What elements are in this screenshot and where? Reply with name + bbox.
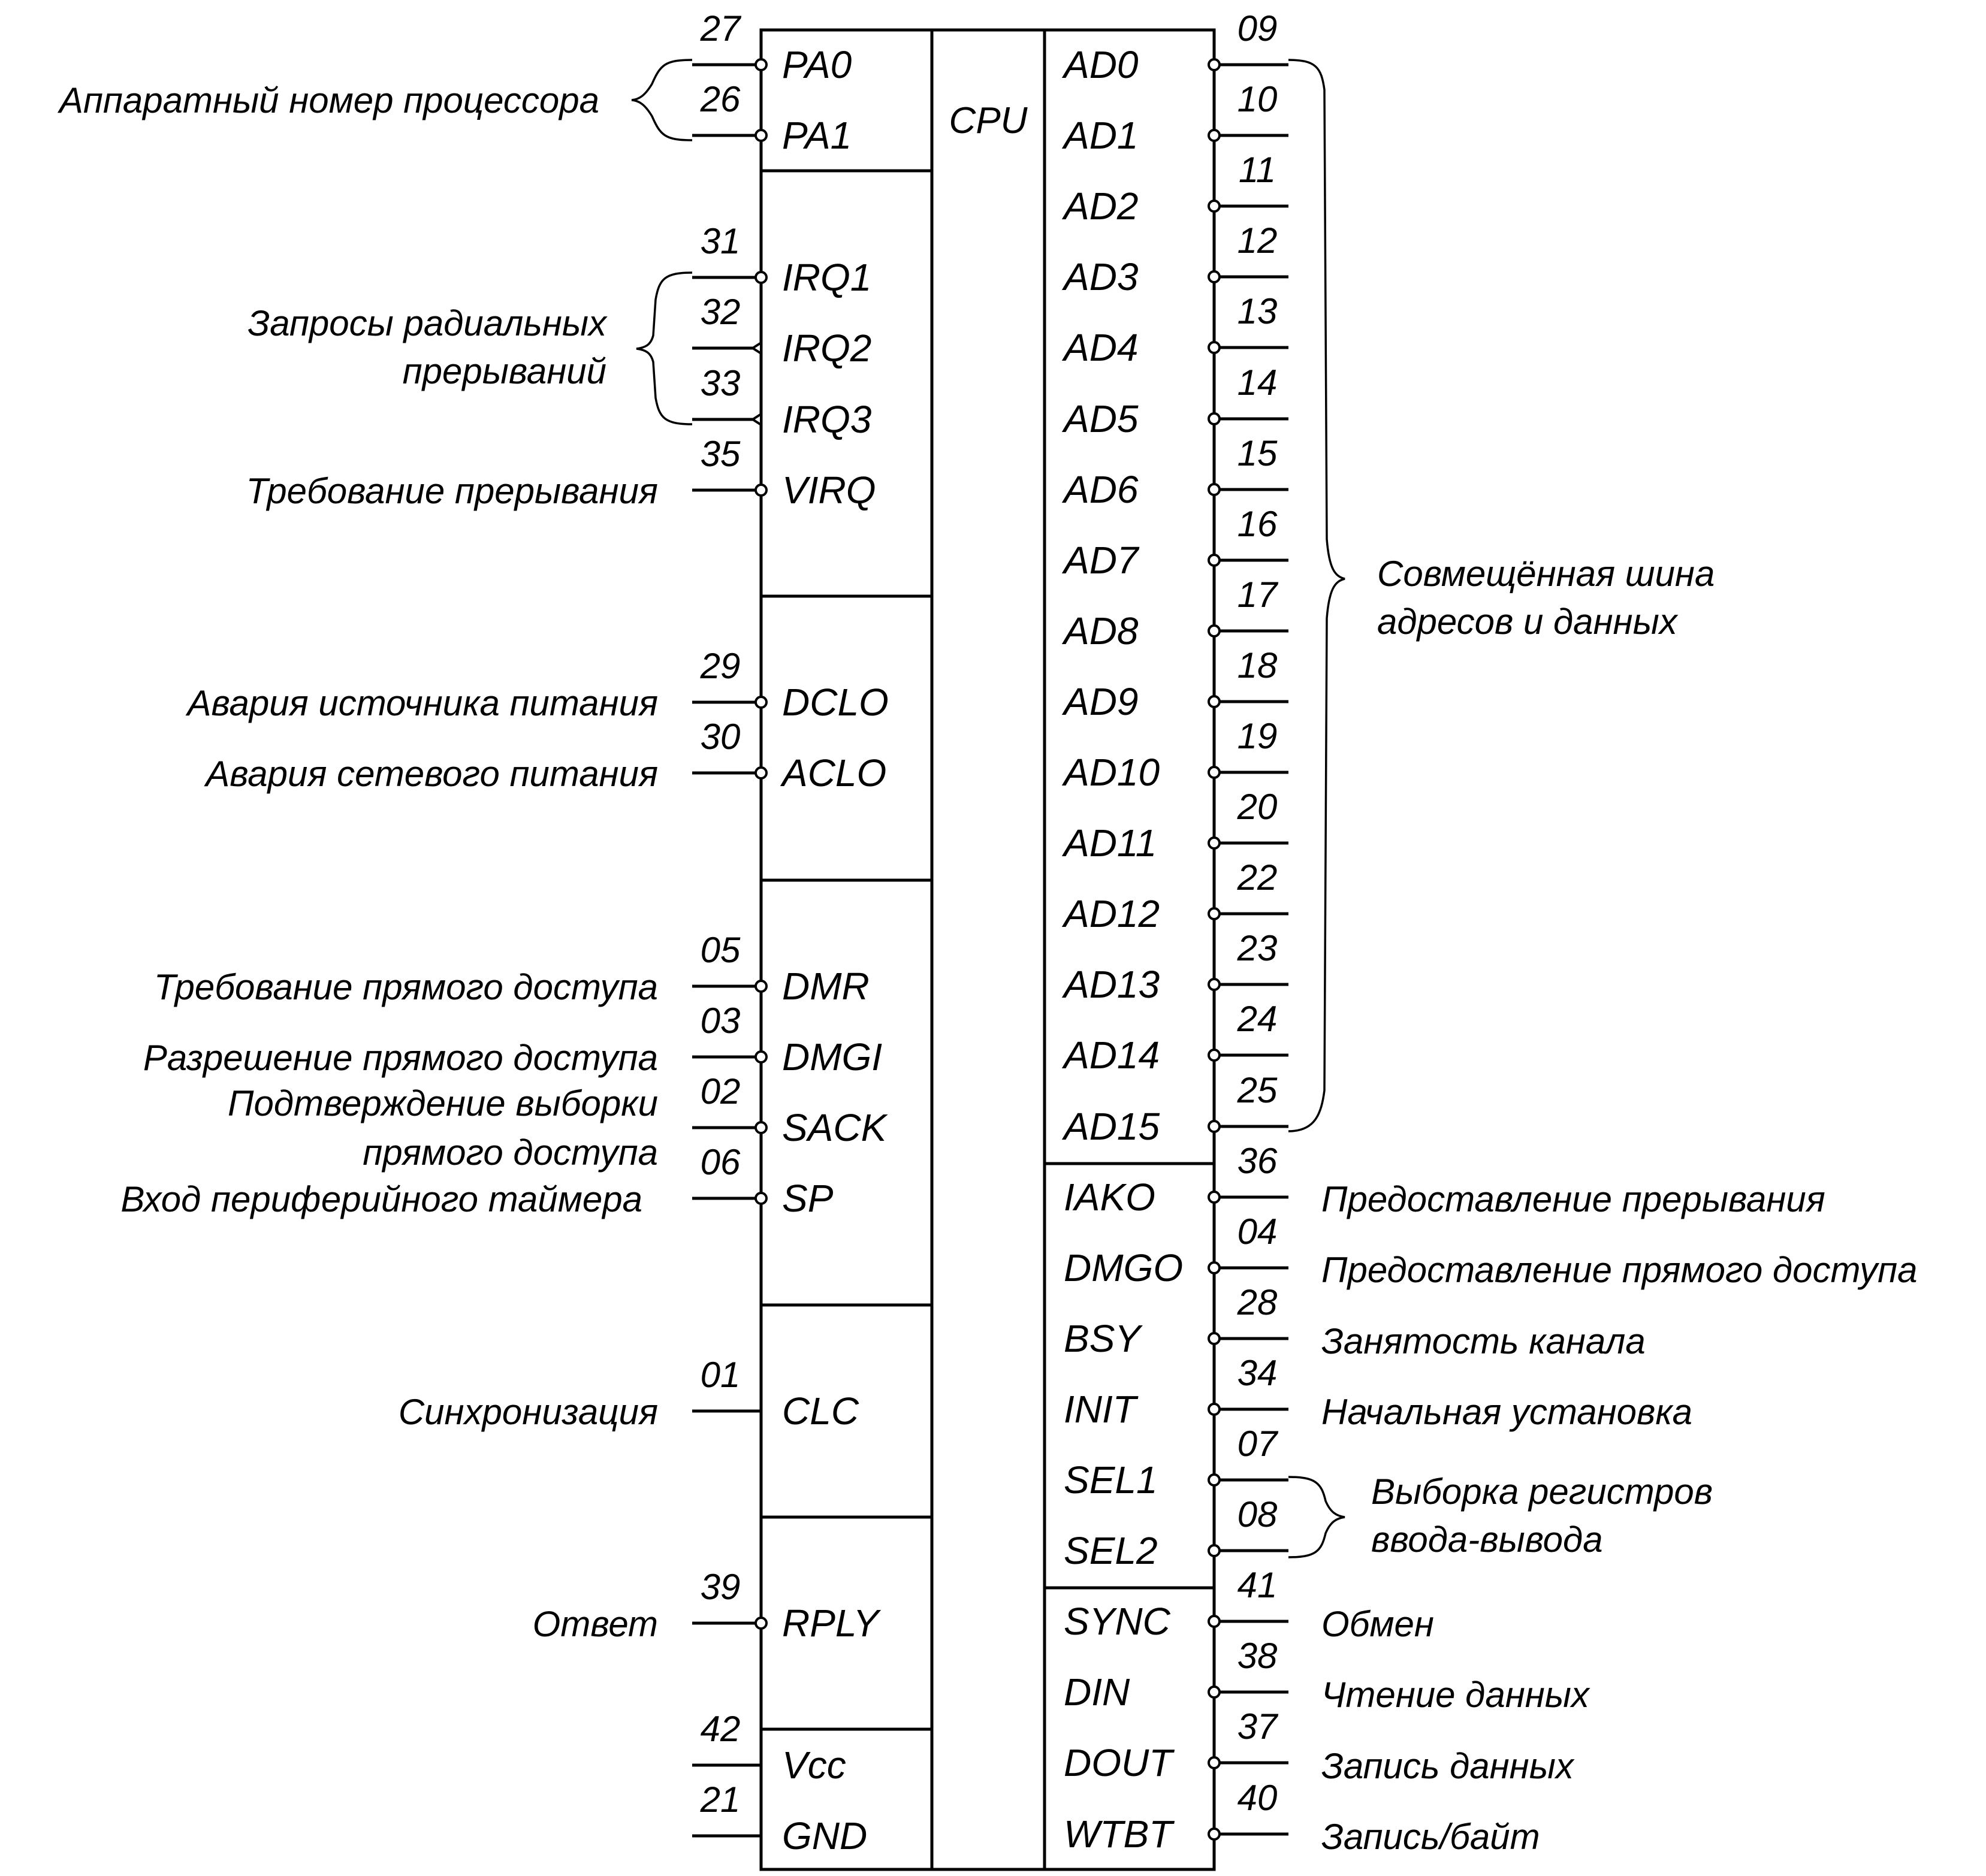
pin-iako xyxy=(1064,1141,1288,1219)
signal-name: AD2 xyxy=(1064,185,1139,228)
inversion-bubble xyxy=(1209,1333,1220,1344)
pin-init xyxy=(1064,1353,1288,1431)
pin-number: 35 xyxy=(700,434,741,474)
signal-name: DMGO xyxy=(1064,1246,1184,1289)
signal-name: IRQ1 xyxy=(782,256,872,299)
pin-number: 10 xyxy=(1237,79,1278,119)
right-pin-group xyxy=(1061,8,1288,1856)
inversion-bubble xyxy=(756,485,766,496)
signal-name: RPLY xyxy=(782,1602,879,1645)
inversion-bubble xyxy=(1209,413,1220,424)
signal-name: AD7 xyxy=(1064,539,1139,582)
pin-number: 34 xyxy=(1237,1353,1278,1393)
signal-name: AD4 xyxy=(1064,326,1139,369)
pin-number: 32 xyxy=(700,292,741,332)
desc-data-out: Запись данных xyxy=(1321,1746,1574,1786)
pin-vcc xyxy=(692,1709,846,1787)
pin-bsy xyxy=(1064,1282,1288,1360)
pin-number: 36 xyxy=(1237,1141,1278,1181)
pin-number: 38 xyxy=(1237,1636,1278,1676)
pin-number: 18 xyxy=(1237,645,1278,685)
signal-name: AD15 xyxy=(1064,1105,1160,1148)
inversion-bubble xyxy=(1209,484,1220,495)
pin-number: 16 xyxy=(1237,504,1278,544)
pin-number: 05 xyxy=(700,930,741,970)
pin-ad10 xyxy=(1061,716,1288,794)
desc-dma-request: Требование прямого доступа xyxy=(153,967,658,1007)
chip-title: CPU xyxy=(949,100,1028,141)
pin-irq3 xyxy=(692,363,872,441)
signal-name: IAKO xyxy=(1064,1176,1155,1219)
signal-name: AD9 xyxy=(1064,680,1139,723)
inversion-bubble xyxy=(756,130,766,141)
pin-dout xyxy=(1064,1706,1288,1784)
inversion-bubble xyxy=(1209,1121,1220,1132)
signal-name: SACK xyxy=(782,1106,887,1149)
pin-number: 25 xyxy=(1237,1070,1278,1110)
desc-mains-power-failure: Авария сетевого питания xyxy=(206,754,658,794)
desc-reply: Ответ xyxy=(532,1604,658,1644)
pin-number: 02 xyxy=(700,1071,741,1111)
pin-dmr xyxy=(692,930,870,1008)
left-pin-group xyxy=(692,8,889,1857)
signal-name: ACLO xyxy=(782,751,887,794)
pin-number: 41 xyxy=(1237,1565,1278,1605)
desc-radial-interrupts-line1: Запросы радиальных xyxy=(248,303,606,343)
pin-sel1 xyxy=(1064,1424,1288,1502)
pin-dmgi xyxy=(692,1001,882,1079)
desc-initialization: Начальная установка xyxy=(1321,1392,1693,1432)
signal-name: AD13 xyxy=(1064,963,1160,1006)
desc-dma-acknowledge: Предоставление прямого доступа xyxy=(1321,1250,1918,1290)
desc-data-in: Чтение данных xyxy=(1321,1675,1589,1715)
pin-ad3 xyxy=(1061,220,1288,298)
inversion-bubble xyxy=(1209,767,1220,778)
pin-number: 08 xyxy=(1237,1494,1278,1534)
pin-ad2 xyxy=(1061,150,1288,228)
pin-din xyxy=(1064,1636,1288,1714)
signal-name: AD14 xyxy=(1064,1034,1160,1077)
signal-name: AD6 xyxy=(1064,468,1139,511)
signal-name: DOUT xyxy=(1064,1741,1173,1784)
inversion-bubble xyxy=(1209,59,1220,70)
pin-number: 09 xyxy=(1237,8,1278,49)
pin-number: 28 xyxy=(1237,1282,1278,1322)
signal-name: WTBT xyxy=(1064,1812,1173,1856)
signal-name: AD0 xyxy=(1064,43,1139,86)
pin-virq xyxy=(692,434,876,512)
signal-name: PA1 xyxy=(782,114,852,157)
pin-number: 42 xyxy=(700,1709,741,1749)
signal-name: INIT xyxy=(1064,1388,1136,1431)
inversion-bubble xyxy=(1209,626,1220,636)
inversion-bubble xyxy=(1209,1404,1220,1415)
pin-irq1 xyxy=(692,221,871,299)
pin-ad12 xyxy=(1061,857,1288,935)
brace xyxy=(632,60,692,140)
inversion-bubble xyxy=(756,272,766,283)
pin-number: 11 xyxy=(1238,150,1276,190)
inversion-bubble xyxy=(756,697,766,708)
pin-number: 33 xyxy=(700,363,741,403)
signal-name: AD1 xyxy=(1064,114,1139,157)
pin-number: 39 xyxy=(700,1567,741,1607)
pin-ad5 xyxy=(1061,362,1288,440)
inversion-bubble xyxy=(1209,1192,1220,1203)
pin-number: 14 xyxy=(1237,362,1278,403)
edge-trigger-triangle xyxy=(753,343,761,354)
inversion-bubble xyxy=(1209,1262,1220,1273)
desc-write-byte: Запись/байт xyxy=(1321,1817,1540,1857)
pin-ad6 xyxy=(1061,433,1288,511)
pin-number: 23 xyxy=(1237,928,1278,968)
pin-dclo xyxy=(692,646,889,724)
pin-number: 21 xyxy=(700,1780,741,1820)
pin-sp xyxy=(692,1142,834,1220)
signal-name: VIRQ xyxy=(782,469,876,512)
desc-clock: Синхронизация xyxy=(398,1392,658,1432)
pin-number: 37 xyxy=(1237,1706,1278,1747)
signal-name: AD12 xyxy=(1064,892,1160,935)
pin-number: 30 xyxy=(700,717,741,757)
pin-ad13 xyxy=(1061,928,1288,1006)
inversion-bubble xyxy=(1209,1687,1220,1697)
signal-name: PA0 xyxy=(782,43,852,86)
pin-ad9 xyxy=(1061,645,1288,723)
pin-pa0 xyxy=(692,8,852,86)
pin-number: 27 xyxy=(700,8,741,49)
pin-wtbt xyxy=(1064,1778,1288,1856)
pin-number: 13 xyxy=(1237,291,1278,331)
pin-number: 20 xyxy=(1237,787,1278,827)
pin-number: 40 xyxy=(1237,1778,1278,1818)
pin-gnd xyxy=(692,1780,867,1857)
pin-number: 15 xyxy=(1237,433,1278,473)
signal-name: DCLO xyxy=(782,681,889,724)
pin-ad11 xyxy=(1061,787,1288,865)
desc-select-ack-line1: Подтверждение выборки xyxy=(228,1083,658,1123)
pin-number: 12 xyxy=(1237,220,1278,261)
pin-number: 26 xyxy=(700,79,741,119)
inversion-bubble xyxy=(756,1193,766,1204)
pin-ad4 xyxy=(1061,291,1288,369)
inversion-bubble xyxy=(756,1122,766,1133)
inversion-bubble xyxy=(1209,838,1220,848)
signal-name: IRQ2 xyxy=(782,327,872,370)
pin-clc xyxy=(692,1355,859,1433)
pin-number: 07 xyxy=(1237,1424,1278,1464)
pin-ad15 xyxy=(1061,1070,1288,1148)
inversion-bubble xyxy=(1209,908,1220,919)
brace xyxy=(636,273,692,424)
desc-bus-busy: Занятость канала xyxy=(1321,1321,1646,1361)
desc-interrupt-request: Требование прерывания xyxy=(246,471,658,511)
pin-ad0 xyxy=(1061,8,1288,86)
signal-name: SEL2 xyxy=(1064,1529,1158,1572)
pin-number: 17 xyxy=(1237,575,1278,615)
pin-ad1 xyxy=(1061,79,1288,157)
pin-number: 19 xyxy=(1237,716,1278,756)
pin-number: 29 xyxy=(700,646,741,686)
desc-address-data-bus-line2: адресов и данных xyxy=(1377,602,1677,642)
signal-name: CLC xyxy=(782,1389,859,1433)
inversion-bubble xyxy=(1209,201,1220,212)
desc-peripheral-timer: Вход периферийного таймера xyxy=(120,1179,642,1219)
inversion-bubble xyxy=(1209,1050,1220,1061)
inversion-bubble xyxy=(756,1618,766,1629)
desc-io-register-select-line1: Выборка регистров xyxy=(1371,1472,1713,1512)
pin-number: 03 xyxy=(700,1001,741,1041)
inversion-bubble xyxy=(1209,555,1220,566)
desc-select-ack-line2: прямого доступа xyxy=(363,1132,658,1173)
desc-io-register-select-line2: ввода-вывода xyxy=(1371,1519,1603,1560)
signal-name: BSY xyxy=(1064,1317,1141,1360)
inversion-bubble xyxy=(1209,342,1220,353)
signal-name: GND xyxy=(782,1814,868,1857)
brace xyxy=(1288,60,1345,1131)
inversion-bubble xyxy=(756,1052,766,1062)
pin-ad14 xyxy=(1061,999,1288,1077)
desc-dma-grant: Разрешение прямого доступа xyxy=(143,1038,658,1078)
pin-number: 04 xyxy=(1237,1212,1278,1252)
signal-name: SP xyxy=(782,1177,834,1220)
brace xyxy=(1288,1477,1345,1557)
pin-aclo xyxy=(692,717,886,794)
pin-rply xyxy=(692,1567,882,1645)
inversion-bubble xyxy=(1209,1475,1220,1485)
signal-name: AD10 xyxy=(1064,751,1160,794)
pin-pa1 xyxy=(692,79,852,157)
signal-name: AD5 xyxy=(1064,397,1139,440)
desc-interrupt-acknowledge: Предоставление прерывания xyxy=(1321,1179,1825,1219)
signal-name: DMGI xyxy=(782,1035,883,1079)
pin-irq2 xyxy=(692,292,871,370)
desc-hardware-cpu-number: Аппаратный номер процессора xyxy=(59,80,599,120)
inversion-bubble xyxy=(756,981,766,992)
pin-number: 01 xyxy=(700,1355,741,1395)
pin-sel2 xyxy=(1064,1494,1288,1572)
pin-sync xyxy=(1064,1565,1288,1643)
inversion-bubble xyxy=(1209,1757,1220,1768)
pin-number: 06 xyxy=(700,1142,741,1182)
inversion-bubble xyxy=(756,59,766,70)
left-descriptions xyxy=(58,60,692,1644)
signal-name: AD8 xyxy=(1064,609,1139,652)
signal-name: DMR xyxy=(782,965,870,1008)
inversion-bubble xyxy=(1209,271,1220,282)
inversion-bubble xyxy=(1209,1545,1220,1556)
chip-body xyxy=(761,30,1214,1869)
desc-sync-exchange: Обмен xyxy=(1321,1604,1434,1644)
inversion-bubble xyxy=(1209,696,1220,707)
signal-name: IRQ3 xyxy=(782,398,872,441)
desc-power-supply-failure: Авария источника питания xyxy=(187,683,658,723)
inversion-bubble xyxy=(756,768,766,778)
right-descriptions xyxy=(1288,60,1918,1857)
desc-radial-interrupts-line2: прерываний xyxy=(402,351,606,391)
signal-name: AD11 xyxy=(1064,821,1157,865)
signal-name: SYNC xyxy=(1064,1600,1170,1643)
inversion-bubble xyxy=(1209,1616,1220,1627)
pin-number: 24 xyxy=(1237,999,1278,1039)
pin-ad8 xyxy=(1061,575,1288,652)
signal-name: SEL1 xyxy=(1064,1458,1158,1502)
signal-name: DIN xyxy=(1064,1670,1130,1714)
pin-dmgo xyxy=(1064,1212,1288,1289)
desc-address-data-bus-line1: Совмещённая шина xyxy=(1377,554,1715,594)
signal-name: AD3 xyxy=(1064,255,1139,298)
pin-number: 31 xyxy=(700,221,741,261)
signal-name: Vcc xyxy=(782,1744,846,1787)
inversion-bubble xyxy=(1209,130,1220,141)
pin-ad7 xyxy=(1061,504,1288,582)
edge-trigger-triangle xyxy=(753,414,761,425)
inversion-bubble xyxy=(1209,1829,1220,1839)
pin-number: 22 xyxy=(1237,857,1278,898)
chip-outline xyxy=(761,30,1214,1869)
pin-sack xyxy=(692,1071,889,1149)
inversion-bubble xyxy=(1209,979,1220,990)
